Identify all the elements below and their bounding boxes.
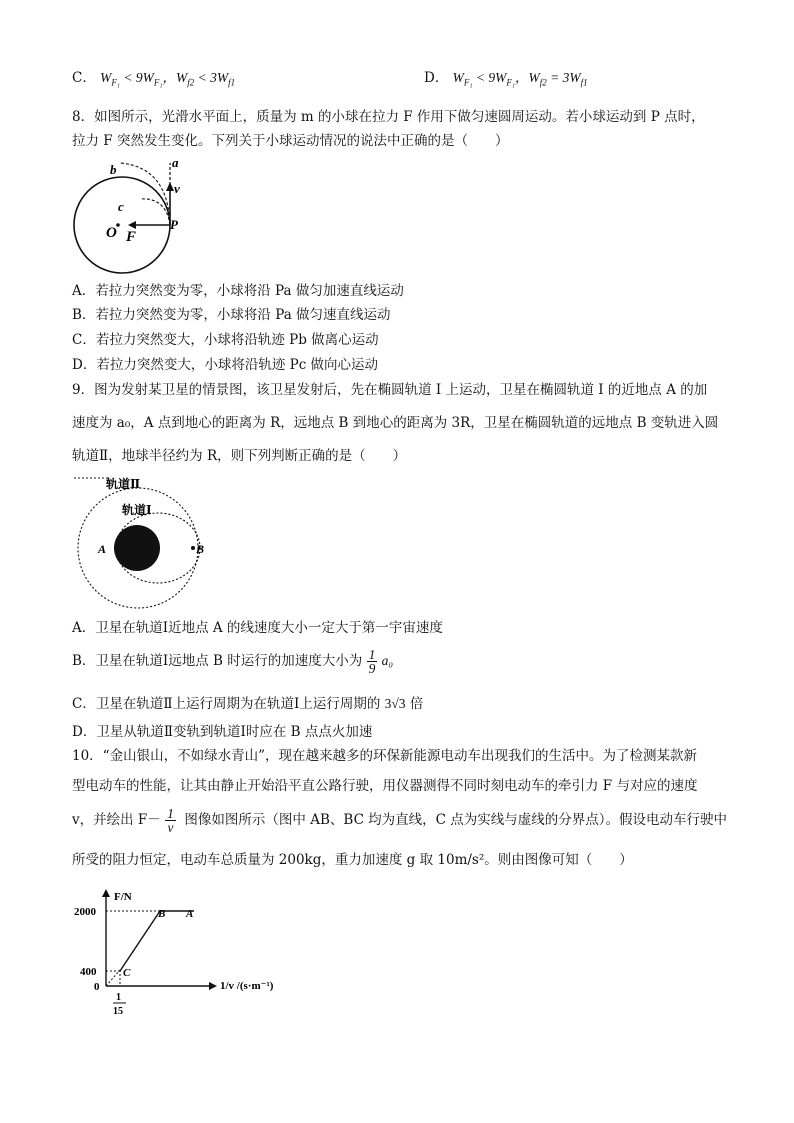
q8-option-c: C．若拉力突然变大，小球将沿轨迹 Pb 做离心运动 — [72, 332, 379, 348]
q9-option-c-text: C．卫星在轨道Ⅱ上运行周期为在轨道Ⅰ上运行周期的 — [72, 696, 381, 712]
q8-label-o: O — [106, 225, 117, 241]
q7-option-c-label: C． — [72, 70, 96, 86]
q9-earth — [114, 525, 160, 571]
chart-x-label: 1/v /(s·m⁻¹) — [220, 980, 274, 992]
chart-y-tick-2000: 2000 — [74, 906, 96, 918]
q8-stem-line2: 拉力 F 突然发生变化。下列关于小球运动情况的说法中正确的是（ ） — [72, 133, 509, 149]
q8-label-b: b — [110, 162, 117, 177]
q9-label-orbit2: 轨道Ⅱ — [106, 477, 141, 491]
q9-label-a: A — [98, 542, 107, 556]
q9-label-b: B — [196, 542, 205, 556]
q9-point-a — [114, 546, 118, 550]
svg-text:15: 15 — [113, 1006, 123, 1017]
q8-option-d: D．若拉力突然变大，小球将沿轨迹 Pc 做向心运动 — [72, 357, 379, 373]
q8-path-b — [120, 163, 170, 225]
q9-label-orbit1: 轨道Ⅰ — [122, 503, 152, 517]
chart-point-a: A — [186, 908, 194, 920]
q10-stem-line2: 型电动车的性能，让其由静止开始沿平直公路行驶，用仪器测得不同时刻电动车的牵引力 F 与对应的速度 — [72, 778, 698, 794]
q9-option-b-a0: a₀ — [381, 653, 394, 668]
q8-label-p: P — [170, 217, 178, 232]
chart-point-c: C — [123, 967, 131, 979]
chart-x-tick-1-over-15 — [113, 992, 126, 1017]
q9-option-b-fraction: $\frac{1}{9}$ — [368, 647, 376, 676]
q10-stem-line3 — [72, 807, 727, 834]
q9-point-b — [191, 546, 195, 550]
q9-option-c — [72, 694, 423, 714]
q9-option-d: D．卫星从轨道Ⅱ变轨到轨道Ⅰ时应在 B 点点火加速 — [72, 724, 373, 740]
chart-x-axis-arrow — [209, 982, 217, 990]
q9-option-c-value: 3√3 — [384, 696, 406, 711]
q8-force-arrowhead — [128, 221, 136, 229]
chart-dashed-oc — [106, 970, 120, 986]
q7-option-d-expr: $W_{F_1} < 9W_{F_1}$，$W_{f2} = 3W_{f1}$ — [452, 70, 588, 88]
q9-stem-line2: 速度为 a₀，A 点到地心的距离为 R，远地点 B 到地心的距离为 3R，卫星在椭圆轨道的远地点 B 变轨进入圆 — [72, 415, 719, 431]
q8-circular-motion-figure — [70, 155, 200, 285]
q10-stem-line3-post: 图像如图所示（图中 AB、BC 均为直线，C 点为实线与虚线的分界点）。假设电动车行驶中 — [180, 812, 728, 828]
q10-stem-line3-pre: v，并绘出 F－ — [72, 812, 161, 828]
q9-option-c-suffix: 倍 — [409, 696, 424, 712]
q9-stem-line1: 9．图为发射某卫星的情景图，该卫星发射后，先在椭圆轨道 I 上运动，卫星在椭圆轨道 I 的近地点 A 的加 — [72, 382, 708, 398]
q10-stem-line4: 所受的阻力恒定，电动车总质量为 200kg，重力加速度 g 取 10m/s²。则由图像可知（ ） — [72, 852, 633, 868]
chart-y-label: F/N — [114, 891, 132, 903]
q8-label-f: F — [126, 229, 137, 245]
chart-y-tick-400: 400 — [80, 966, 97, 978]
q9-stem-line3: 轨道Ⅱ，地球半径约为 R，则下列判断正确的是（ ） — [72, 448, 407, 464]
q9-option-b-text: B．卫星在轨道Ⅰ远地点 B 时运行的加速度大小为 — [72, 653, 363, 669]
q8-stem-line1: 8．如图所示，光滑水平面上，质量为 m 的小球在拉力 F 作用下做匀速圆周运动。若小球运动到 P 点时， — [72, 109, 705, 125]
q8-label-v: v — [174, 181, 180, 196]
chart-y-tick-0: 0 — [94, 981, 100, 993]
q9-option-b — [72, 648, 393, 675]
chart-line-bc — [120, 911, 160, 971]
q7-option-c-expr: $W_{F_1} < 9W_{F_1}$，$W_{f2} < 3W_{f1}$ — [100, 70, 236, 88]
q7-option-d-label: D． — [424, 70, 449, 86]
q9-orbit-figure — [72, 474, 232, 614]
q8-path-c — [140, 199, 170, 225]
q7-option-c-line — [72, 68, 588, 93]
chart-y-axis-arrow — [102, 889, 110, 897]
q7-option-d — [424, 68, 588, 93]
svg-text:1: 1 — [116, 992, 121, 1003]
q10-stem-line3-fraction: $\frac{1}{v}$ — [167, 806, 174, 835]
chart-point-b: B — [158, 908, 166, 920]
q8-option-b: B．若拉力突然变为零，小球将沿 Pa 做匀速直线运动 — [72, 307, 391, 323]
q8-option-a: A．若拉力突然变为零，小球将沿 Pa 做匀加速直线运动 — [72, 283, 404, 299]
q8-label-c: c — [118, 199, 124, 214]
q10-f-vs-inverse-v-chart — [72, 886, 302, 1021]
q10-stem-line1: 10．“金山银山，不如绿水青山”，现在越来越多的环保新能源电动车出现我们的生活中。为了检测某款新 — [72, 748, 697, 764]
q8-label-a: a — [172, 155, 179, 170]
q9-option-a: A．卫星在轨道Ⅰ近地点 A 的线速度大小一定大于第一宇宙速度 — [72, 620, 443, 636]
